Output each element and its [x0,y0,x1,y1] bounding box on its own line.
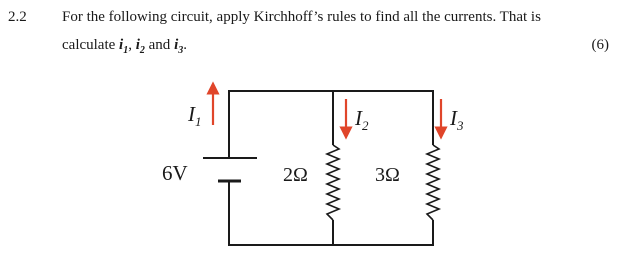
period: . [183,37,187,53]
resistor-3ohm [427,145,439,220]
var-i1: $i_1$ [119,37,129,56]
separator-comma: , [128,37,136,53]
current-label-i3: $I_3$ [450,106,464,133]
question-text-line1: For the following circuit, apply Kirchhoff’s rules to find all the currents. That is [62,9,541,25]
calculate-text: calculate [62,37,120,53]
resistor2-label: 3Ω [375,164,400,186]
resistor1-label: 2Ω [283,164,308,186]
var-i3: $i_3$ [174,37,184,56]
var-i2: $i_2$ [135,37,145,56]
and-text: and [144,37,175,53]
battery-label: 6V [162,161,188,185]
current-label-i2: $I_2$ [355,106,369,133]
marks-label: (6) [591,37,609,53]
resistor-2ohm [327,145,339,220]
current-label-i1: $I_1$ [188,102,202,129]
battery-symbol [203,158,257,181]
circuit-wires [228,90,434,245]
question-number: 2.2 [8,9,27,25]
